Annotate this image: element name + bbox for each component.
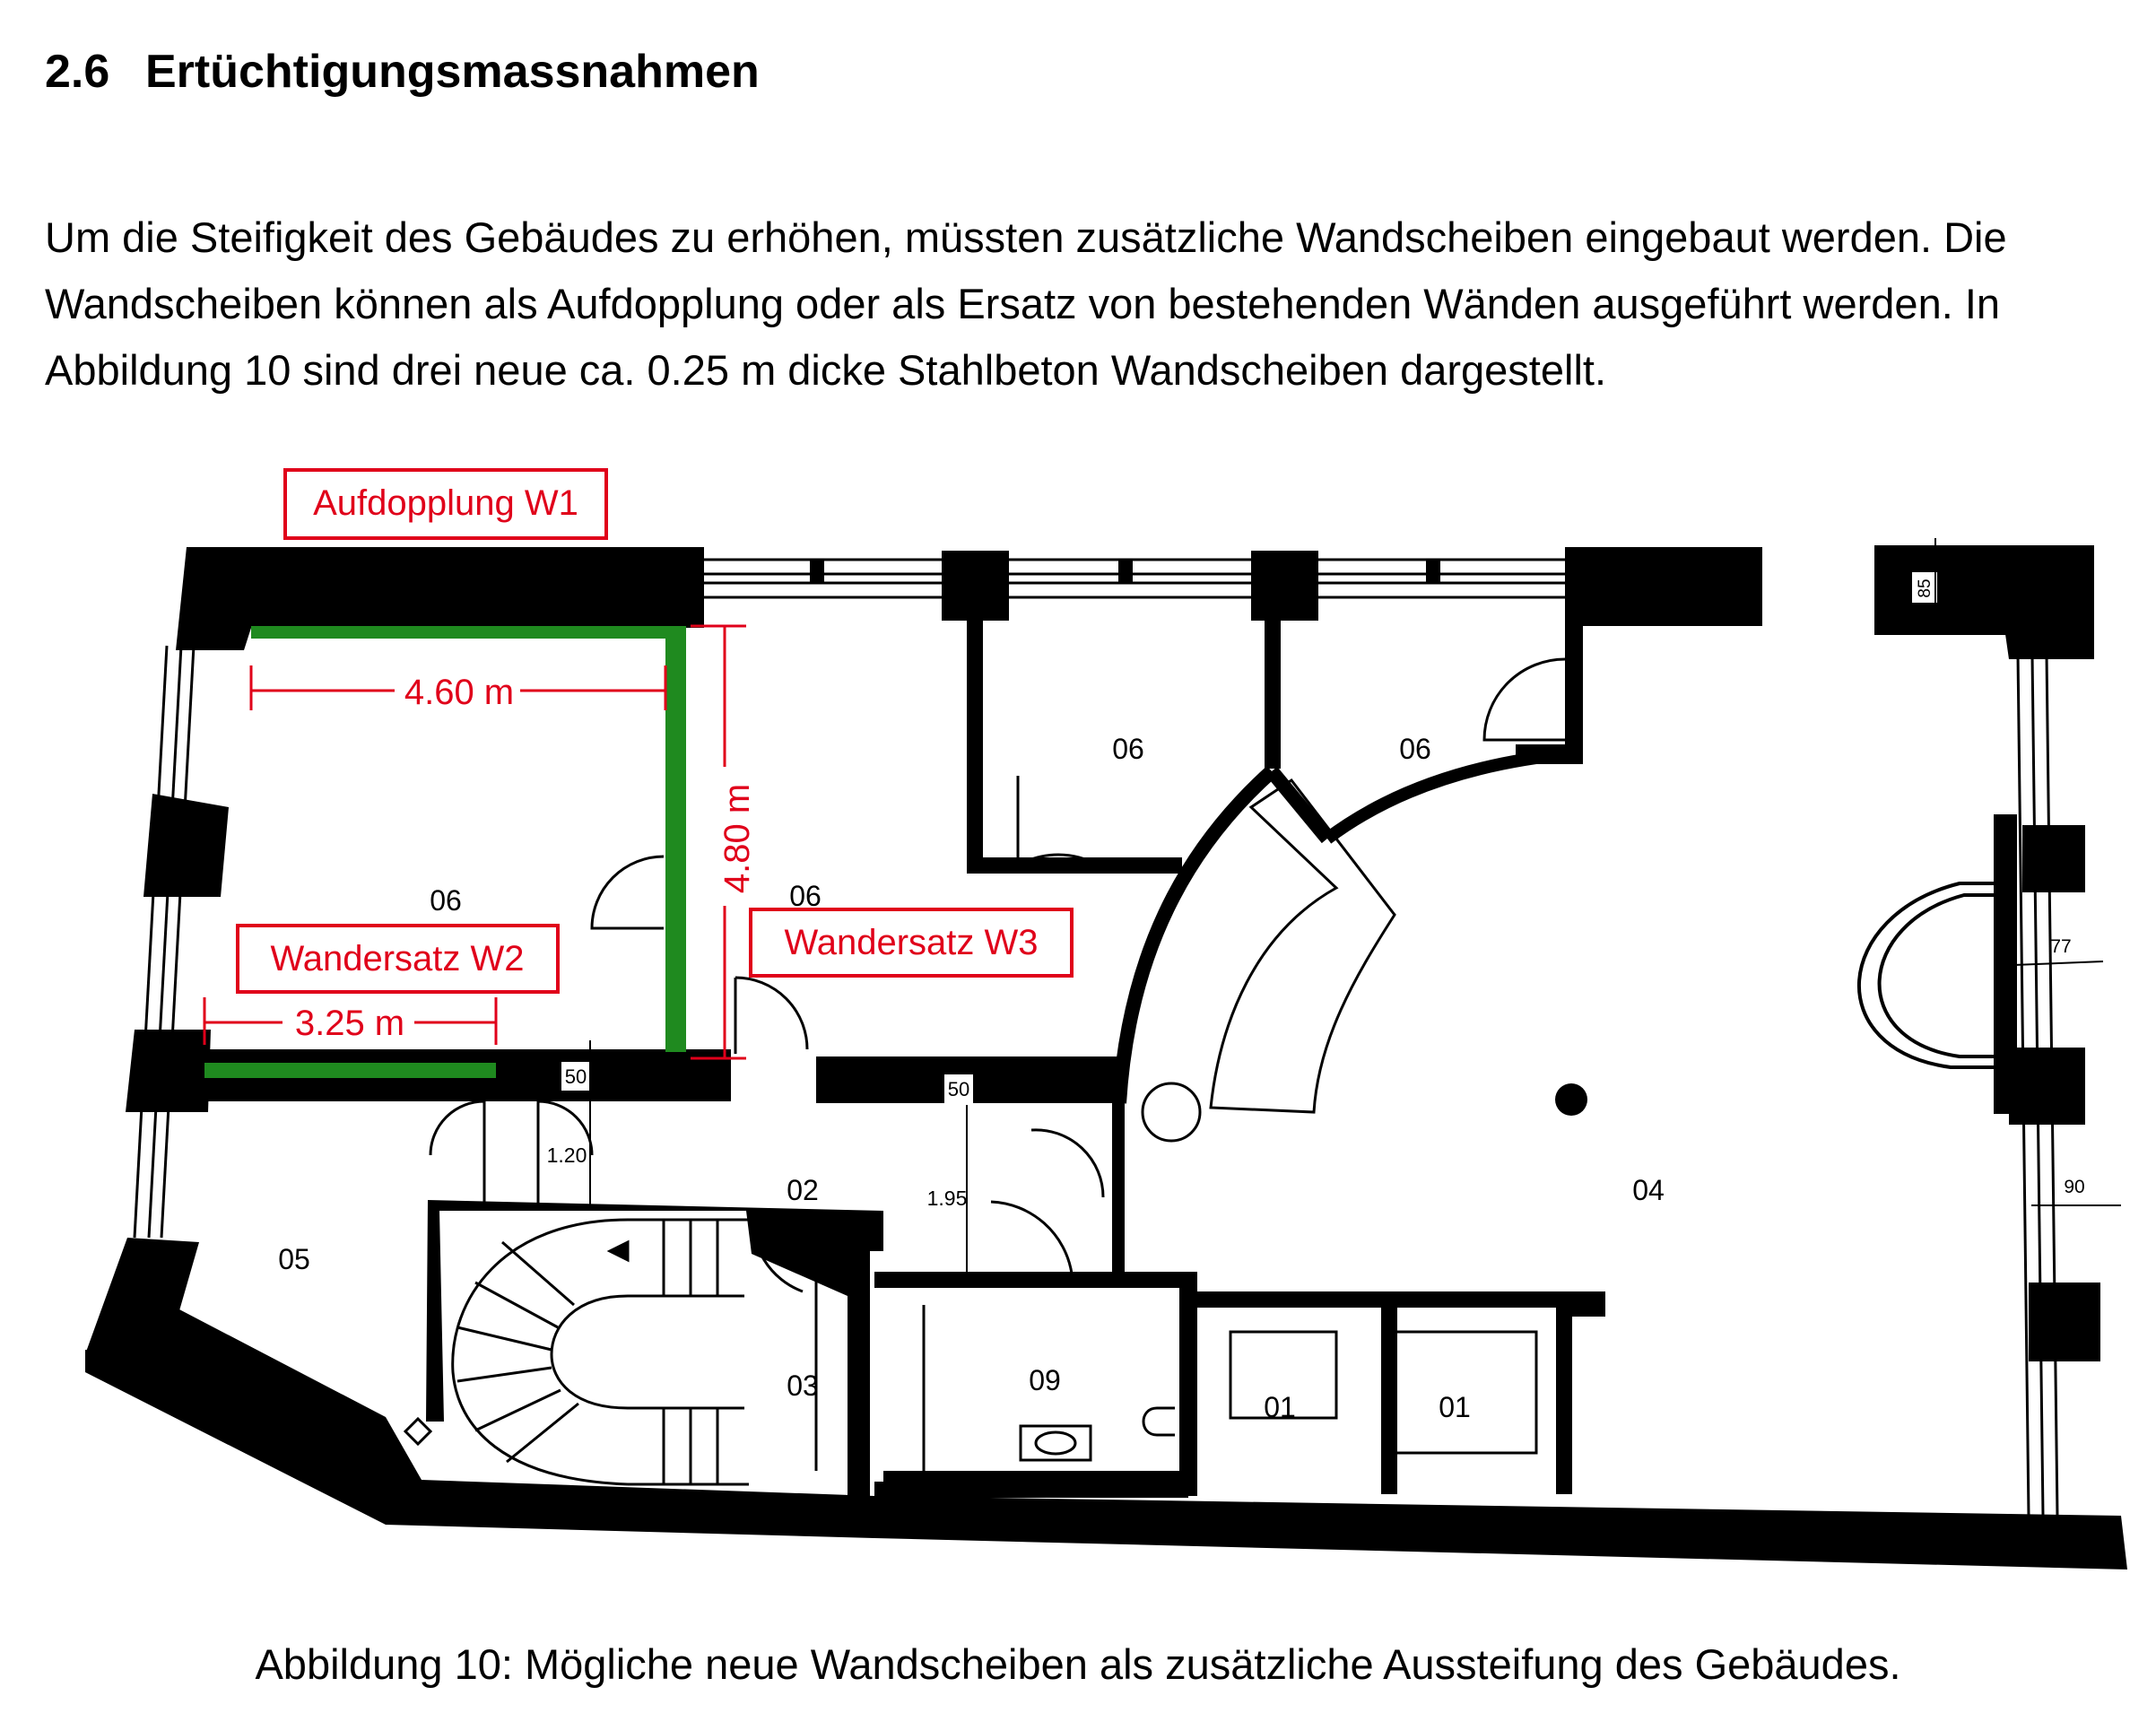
label-w3-text: Wandersatz W3 (784, 923, 1039, 962)
wall-w2 (204, 1063, 496, 1078)
room-06-middle: 06 (789, 880, 822, 912)
label-w2 (238, 926, 558, 992)
walls (85, 545, 2127, 1570)
label-w3 (751, 909, 1072, 976)
bay-window (1859, 816, 2015, 1112)
room-04: 04 (1632, 1174, 1665, 1206)
dimension-w1-length: 4.60 m (404, 673, 515, 712)
section-title: Ertüchtigungsmassnahmen (145, 46, 760, 98)
measure-120: 1.20 (546, 1143, 587, 1167)
room-06-top-center: 06 (1112, 733, 1144, 765)
room-01-left: 01 (1264, 1391, 1296, 1423)
figure-caption: Abbildung 10: Mögliche neue Wandscheiben als zusätzliche Aussteifung des Gebäudes. (255, 1640, 1901, 1688)
room-02: 02 (787, 1174, 819, 1206)
label-w1-text: Aufdopplung W1 (313, 483, 578, 523)
room-06-left: 06 (430, 884, 462, 917)
dimension-w1-height: 4.80 m (717, 783, 757, 894)
wall-w1-vertical (665, 626, 686, 1052)
room-06-top-right: 06 (1399, 733, 1431, 765)
measure-50a (561, 1062, 590, 1091)
measure-85 (1912, 572, 1937, 603)
room-03: 03 (787, 1370, 819, 1402)
dimension-w2-length: 3.25 m (294, 1004, 405, 1043)
diamond-marker (405, 1419, 430, 1444)
measure-195: 1.95 (926, 1187, 968, 1210)
room-01-right: 01 (1439, 1391, 1471, 1423)
svg-text:85: 85 (1916, 578, 1934, 598)
wall-w1-horizontal (251, 626, 686, 639)
label-w1 (285, 470, 606, 538)
svg-text:50: 50 (947, 1078, 970, 1100)
paragraph-line-2: Wandscheiben können als Aufdopplung oder als Ersatz von bestehenden Wänden ausgeführt werden. In (45, 280, 2001, 327)
svg-text:50: 50 (564, 1065, 587, 1088)
column-marker (1555, 1083, 1587, 1116)
section-number: 2.6 (45, 46, 110, 98)
curved-walls (1119, 753, 1574, 1112)
measure-50b (944, 1074, 973, 1103)
room-05: 05 (278, 1243, 310, 1275)
paragraph-line-1: Um die Steifigkeit des Gebäudes zu erhöhen, müssten zusätzliche Wandscheiben eingebaut werden. Die (45, 213, 2007, 261)
label-w2-text: Wandersatz W2 (270, 939, 525, 978)
measure-90: 90 (2064, 1177, 2085, 1197)
paragraph-line-3: Abbildung 10 sind drei neue ca. 0.25 m dicke Stahlbeton Wandscheiben dargestellt. (45, 346, 1606, 394)
staircase (453, 1220, 749, 1484)
measure-77: 77 (2050, 936, 2072, 957)
room-09: 09 (1029, 1364, 1061, 1396)
